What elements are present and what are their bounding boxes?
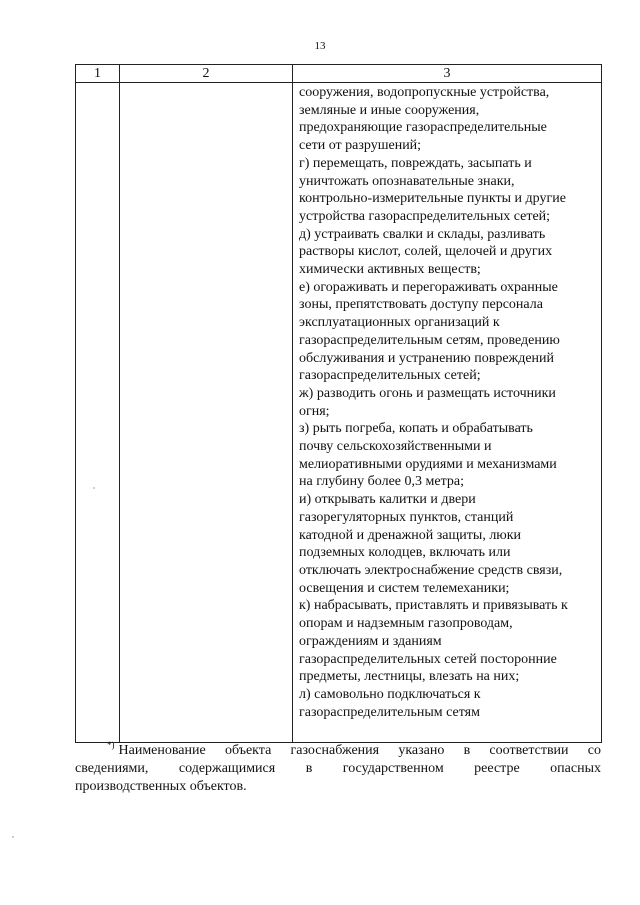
text-line: обслуживания и устранению повреждений <box>299 350 555 366</box>
text-line: устройства газораспределительных сетей; <box>299 208 551 224</box>
text-line: уничтожать опознавательные знаки, <box>299 173 515 189</box>
text-line: з) рыть погреба, копать и обрабатывать <box>299 421 533 437</box>
text-line: газораспределительных сетей; <box>299 368 481 384</box>
text-line: мелиоративными орудиями и механизмами <box>299 456 557 472</box>
text-line: ж) разводить огонь и размещать источники <box>299 385 556 401</box>
column-header-1: 1 <box>76 65 120 83</box>
page-number: 13 <box>314 40 326 52</box>
text-line: отключать электроснабжение средств связи, <box>299 562 563 578</box>
text-line: почву сельскохозяйственными и <box>299 439 492 455</box>
text-line: к) набрасывать, приставлять и привязывать к <box>299 598 568 614</box>
text-line: сооружения, водопропускные устройства, <box>299 85 550 100</box>
text-line: огня; <box>299 403 330 419</box>
text-line: д) устраивать свалки и склады, разливать <box>299 226 546 242</box>
text-line: е) огораживать и перегораживать охранные <box>299 279 558 295</box>
table-row <box>76 83 602 743</box>
footnote-line <box>75 742 601 760</box>
prohibitions-text <box>293 83 601 721</box>
text-line: г) перемещать, повреждать, засыпать и <box>299 155 532 171</box>
text-line: газорегуляторных пунктов, станций <box>299 509 514 525</box>
text-line: л) самовольно подключаться к <box>299 686 481 702</box>
text-line: растворы кислот, солей, щелочей и других <box>299 244 553 260</box>
scan-speck <box>93 487 95 489</box>
footnote-line: производственных объектов. <box>75 779 247 794</box>
table-cell-col2 <box>120 83 293 743</box>
text-line: предметы, лестницы, влезать на них; <box>299 669 520 685</box>
text-line: земляные и иные сооружения, <box>299 102 480 118</box>
text-line: опорам и надземным газопроводам, <box>299 616 513 632</box>
footnote-line: сведениями, содержащимися в государственном реестре опасных <box>75 761 601 776</box>
column-header-3: 3 <box>293 65 602 83</box>
text-line: эксплуатационных организаций к <box>299 315 500 331</box>
text-line: химически активных веществ; <box>299 262 481 278</box>
text-line: контрольно-измерительные пункты и другие <box>299 191 566 207</box>
scan-speck <box>12 836 14 838</box>
text-line: газораспределительным сетям <box>299 704 480 720</box>
footnote-marker: *) <box>107 740 115 751</box>
text-line: освещения и систем телемеханики; <box>299 580 510 596</box>
text-line: сети от разрушений; <box>299 138 422 154</box>
text-line: газораспределительных сетей посторонние <box>299 651 557 667</box>
text-line: катодной и дренажной защиты, люки <box>299 527 522 543</box>
footnote-text: Наименование объекта газоснабжения указано в соответствии со <box>118 743 601 758</box>
text-line: и) открывать калитки и двери <box>299 492 476 508</box>
document-table <box>75 64 602 743</box>
text-line: ограждениям и зданиям <box>299 633 442 649</box>
text-line: на глубину более 0,3 метра; <box>299 474 464 490</box>
text-line: предохраняющие газораспределительные <box>299 120 547 136</box>
text-line: подземных колодцев, включать или <box>299 545 511 561</box>
table-cell-col3 <box>293 83 602 743</box>
table-header-row <box>76 65 602 83</box>
text-line: газораспределительным сетям, проведению <box>299 332 560 348</box>
table-cell-col1 <box>76 83 120 743</box>
text-line: зоны, препятствовать доступу персонала <box>299 297 543 313</box>
footnote <box>75 742 601 796</box>
column-header-2: 2 <box>120 65 293 83</box>
